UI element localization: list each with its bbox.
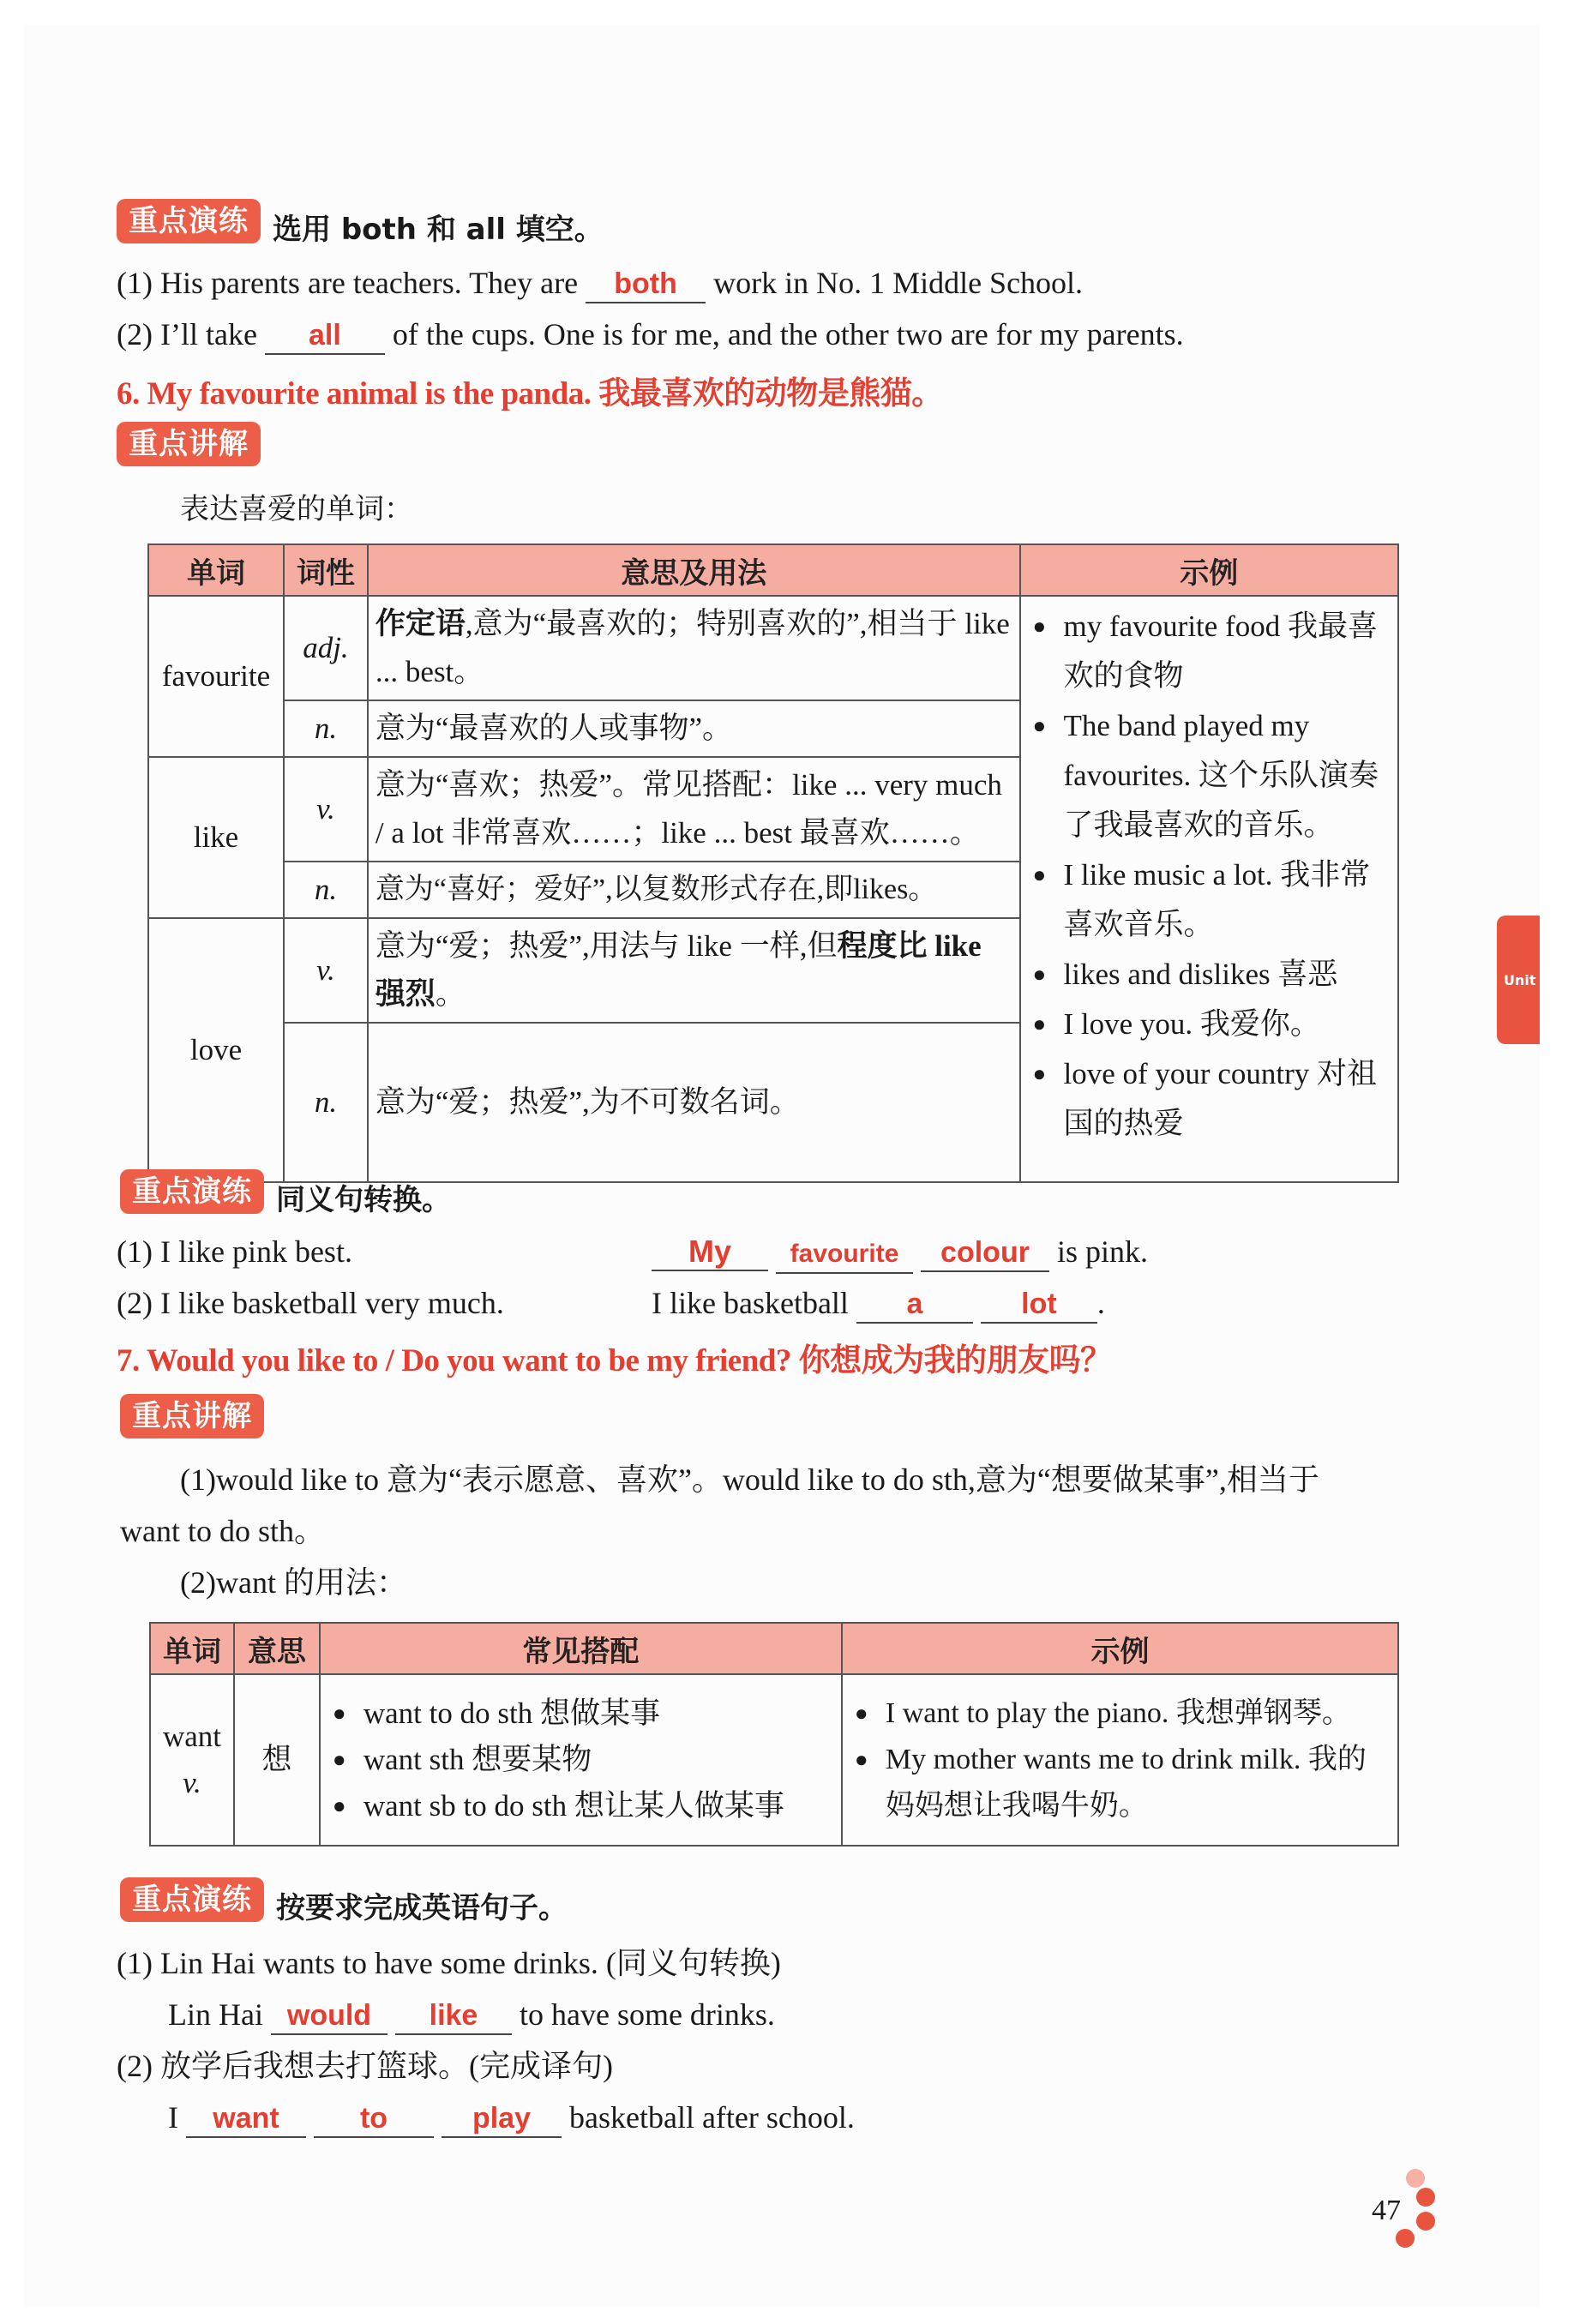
answer-blank[interactable]: colour xyxy=(921,1234,1049,1272)
pos-v: v. xyxy=(284,757,368,862)
decor-hexagon xyxy=(1406,2169,1425,2188)
answer-blank[interactable]: both xyxy=(586,266,706,303)
word-like: like xyxy=(148,757,284,918)
examples-cell xyxy=(1020,596,1398,1182)
section-6-heading: 6. My favourite animal is the panda. 我最喜欢的动物是熊猫。 xyxy=(117,376,943,411)
meaning-like-v: 意为“喜欢；热爱”。常见搭配：like ... very much / a lot 非常喜欢……；like ... best 最喜欢……。 xyxy=(368,757,1020,862)
meaning-want: 想 xyxy=(234,1674,320,1846)
word-favourite: favourite xyxy=(148,596,284,757)
word-want: want v. xyxy=(150,1674,234,1846)
explain-paragraph-2: (2)want 的用法： xyxy=(180,1565,407,1600)
complete-q1: (1) Lin Hai wants to have some drinks. (同义句转换) xyxy=(117,1946,781,1980)
header-word: 单词 xyxy=(148,544,284,596)
practice-tag: 重点演练 xyxy=(117,199,261,243)
practice-tag: 重点演练 xyxy=(120,1169,264,1214)
favourite-words-table xyxy=(147,543,1399,1183)
example-item: ● love of your country 对祖国的热爱 xyxy=(1030,1049,1389,1149)
example-item: ● My mother wants me to drink milk. 我的妈妈想让我喝牛奶。 xyxy=(851,1737,1389,1829)
meaning-favourite-adj: 作定语,意为“最喜欢的；特别喜欢的”,相当于 like ... best。 xyxy=(368,596,1020,700)
collocations-cell xyxy=(320,1674,842,1846)
explain-paragraph-1-cont: want to do sth。 xyxy=(120,1514,325,1548)
pos-adj: adj. xyxy=(284,596,368,700)
complete-q2: (2) 放学后我想去打篮球。(完成译句) xyxy=(117,2049,613,2083)
header-meaning: 意思 xyxy=(234,1623,320,1674)
meaning-like-n: 意为“喜好；爱好”,以复数形式存在,即likes。 xyxy=(368,862,1020,918)
header-examples: 示例 xyxy=(842,1623,1398,1674)
example-item: ● likes and dislikes 喜恶 xyxy=(1030,950,1389,1000)
example-item: ● The band played my favourites. 这个乐队演奏了我最喜欢的音乐。 xyxy=(1030,701,1389,850)
pos-n: n. xyxy=(284,1023,368,1182)
example-item: ● I like music a lot. 我非常喜欢音乐。 xyxy=(1030,850,1389,950)
header-pos: 词性 xyxy=(284,544,368,596)
pos-n: n. xyxy=(284,700,368,757)
decor-hexagon xyxy=(1396,2229,1415,2248)
answer-blank[interactable]: all xyxy=(265,317,385,355)
header-examples: 示例 xyxy=(1020,544,1398,596)
explain-tag: 重点讲解 xyxy=(120,1394,264,1438)
examples-cell xyxy=(842,1674,1398,1846)
decor-hexagon xyxy=(1416,2212,1435,2231)
answer-blank[interactable]: a xyxy=(856,1286,973,1324)
synonym-q1-answer: My favourite colour is pink. xyxy=(652,1231,1148,1274)
meaning-love-n: 意为“爱；热爱”,为不可数名词。 xyxy=(368,1023,1020,1182)
answer-blank[interactable]: lot xyxy=(981,1286,1097,1324)
header-word: 单词 xyxy=(150,1623,234,1674)
page-number: 47 xyxy=(1372,2195,1401,2226)
practice-instruction: 同义句转换。 xyxy=(276,1183,451,1217)
header-collocations: 常见搭配 xyxy=(320,1623,842,1674)
section-7-heading: 7. Would you like to / Do you want to be my friend? 你想成为我的朋友吗？ xyxy=(117,1343,1112,1378)
decor-hexagon xyxy=(1416,2188,1435,2207)
complete-q1-answer: Lin Hai would like to have some drinks. xyxy=(168,1994,775,2035)
collocation-item: ● want sb to do sth 想让某人做某事 xyxy=(329,1783,832,1829)
answer-blank[interactable]: play xyxy=(442,2100,562,2138)
pos-v: v. xyxy=(284,918,368,1023)
answer-blank[interactable]: favourite xyxy=(776,1236,913,1274)
practice-instruction: 选用 both 和 all 填空。 xyxy=(273,213,604,247)
collocation-item: ● want sth 想要某物 xyxy=(329,1737,832,1783)
answer-blank[interactable]: My xyxy=(652,1234,768,1271)
practice-question-2: (2) I’ll take all of the cups. One is for me, and the other two are for my parents. xyxy=(117,314,1184,355)
synonym-q2-answer: I like basketball a lot . xyxy=(652,1282,1105,1324)
answer-blank[interactable]: like xyxy=(395,1997,512,2035)
table-intro: 表达喜爱的单词： xyxy=(180,492,413,526)
unit-side-tab: Unit xyxy=(1497,916,1540,1044)
collocation-item: ● want to do sth 想做某事 xyxy=(329,1690,832,1737)
practice-instruction: 按要求完成英语句子。 xyxy=(276,1891,568,1925)
meaning-love-v: 意为“爱；热爱”,用法与 like 一样,但程度比 like 强烈。 xyxy=(368,918,1020,1023)
practice-question-1: (1) His parents are teachers. They are both work in No. 1 Middle School. xyxy=(117,262,1083,303)
answer-blank[interactable]: to xyxy=(314,2100,434,2138)
explain-tag: 重点讲解 xyxy=(117,422,261,466)
examples-list xyxy=(1021,597,1397,1154)
meaning-favourite-n: 意为“最喜欢的人或事物”。 xyxy=(368,700,1020,757)
explain-paragraph-1: (1)would like to 意为“表示愿意、喜欢”。would like to do sth,意为“想要做某事”,相当于 xyxy=(180,1462,1319,1497)
word-love: love xyxy=(148,918,284,1182)
collocations-list xyxy=(321,1685,841,1835)
want-usage-table xyxy=(149,1622,1399,1847)
example-item: ● my favourite food 我最喜欢的食物 xyxy=(1030,602,1389,701)
example-item: ● I want to play the piano. 我想弹钢琴。 xyxy=(851,1690,1389,1737)
example-item: ● I love you. 我爱你。 xyxy=(1030,1000,1389,1049)
answer-blank[interactable]: want xyxy=(186,2100,306,2138)
synonym-q2-left: (2) I like basketball very much. xyxy=(117,1286,504,1320)
complete-q2-answer: I want to play basketball after school. xyxy=(168,2097,855,2138)
examples-list xyxy=(843,1685,1397,1835)
header-meaning: 意思及用法 xyxy=(368,544,1020,596)
synonym-q1-left: (1) I like pink best. xyxy=(117,1234,352,1269)
answer-blank[interactable]: would xyxy=(271,1997,387,2035)
pos-n: n. xyxy=(284,862,368,918)
practice-tag: 重点演练 xyxy=(120,1877,264,1922)
